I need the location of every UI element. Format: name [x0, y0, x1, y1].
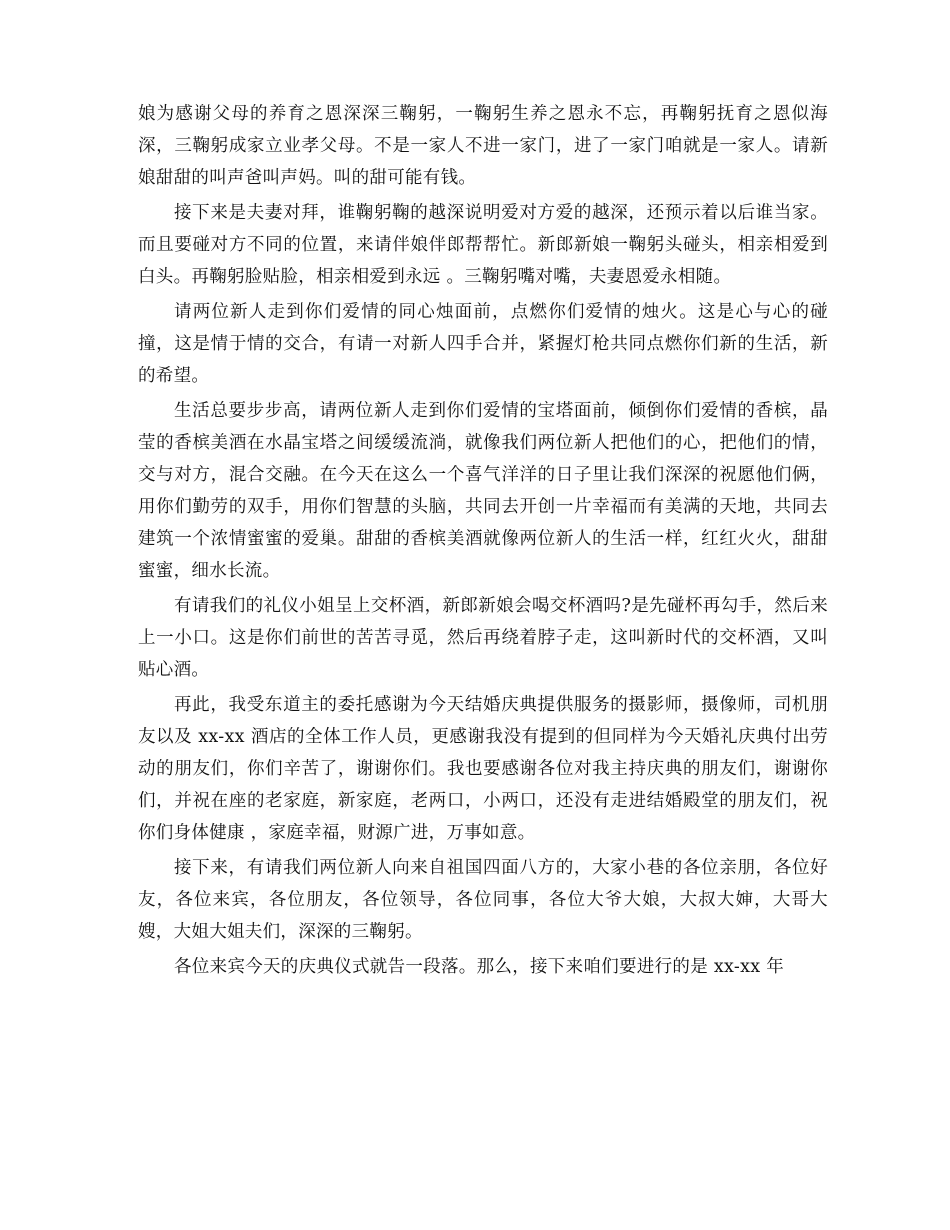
paragraph-8: 各位来宾今天的庆典仪式就告一段落。那么，接下来咱们要进行的是 xx-xx 年 — [174, 957, 785, 977]
paragraph-6: 再此，我受东道主的委托感谢为今天结婚庆典提供服务的摄影师，摄像师，司机朋友以及 xx-xx 酒店的全体工作人员，更感谢我没有提到的但同样为今天婚礼庆典付出劳动的朋友们，你们辛苦了，谢谢你们。我也要感谢各位对我主持庆典的朋友们，谢谢你们，并祝在座的老家庭，新家庭，老两口，小两口，还没有走进结婚殿堂的朋友们，祝你们身体健康 ，家庭幸福，财源广进，万事如意。 — [138, 695, 828, 843]
paragraph-1: 娘为感谢父母的养育之恩深深三鞠躬，一鞠躬生养之恩永不忘，再鞠躬抚育之恩似海深，三鞠躬成家立业孝父母。不是一家人不进一家门，进了一家门咱就是一家人。请新娘甜甜的叫声爸叫声妈。叫的甜可能有钱。 — [138, 104, 828, 188]
paragraph-2: 接下来是夫妻对拜，谁鞠躬鞠的越深说明爱对方爱的越深，还预示着以后谁当家。而且要碰对方不同的位置，来请伴娘伴郎帮帮忙。新郎新娘一鞠躬头碰头，相亲相爱到白头。再鞠躬脸贴脸，相亲相爱到永远 。三鞠躬嘴对嘴，夫妻恩爱永相随。 — [138, 203, 828, 287]
paragraph-3: 请两位新人走到你们爱情的同心烛面前，点燃你们爱情的烛火。这是心与心的碰撞，这是情于情的交合，有请一对新人四手合并，紧握灯枪共同点燃你们新的生活，新的希望。 — [138, 302, 828, 386]
paragraph-7: 接下来，有请我们两位新人向来自祖国四面八方的，大家小巷的各位亲朋，各位好友，各位来宾，各位朋友，各位领导，各位同事，各位大爷大娘，大叔大婶，大哥大嫂，大姐大姐夫们，深深的三鞠躬。 — [138, 858, 828, 942]
document-body — [138, 98, 828, 983]
paragraph-5: 有请我们的礼仪小姐呈上交杯酒，新郎新娘会喝交杯酒吗?是先碰杯再勾手，然后来上一小口。这是你们前世的苦苦寻觅，然后再绕着脖子走，这叫新时代的交杯酒，又叫贴心酒。 — [138, 596, 828, 680]
paragraph-4: 生活总要步步高，请两位新人走到你们爱情的宝塔面前，倾倒你们爱情的香槟，晶莹的香槟美酒在水晶宝塔之间缓缓流淌，就像我们两位新人把他们的心，把他们的情，交与对方，混合交融。在今天在这么一个喜气洋洋的日子里让我们深深的祝愿他们俩，用你们勤劳的双手，用你们智慧的头脑，共同去开创一片幸福而有美满的天地，共同去建筑一个浓情蜜蜜的爱巢。甜甜的香槟美酒就像两位新人的生活一样，红红火火，甜甜蜜蜜，细水长流。 — [138, 401, 828, 581]
